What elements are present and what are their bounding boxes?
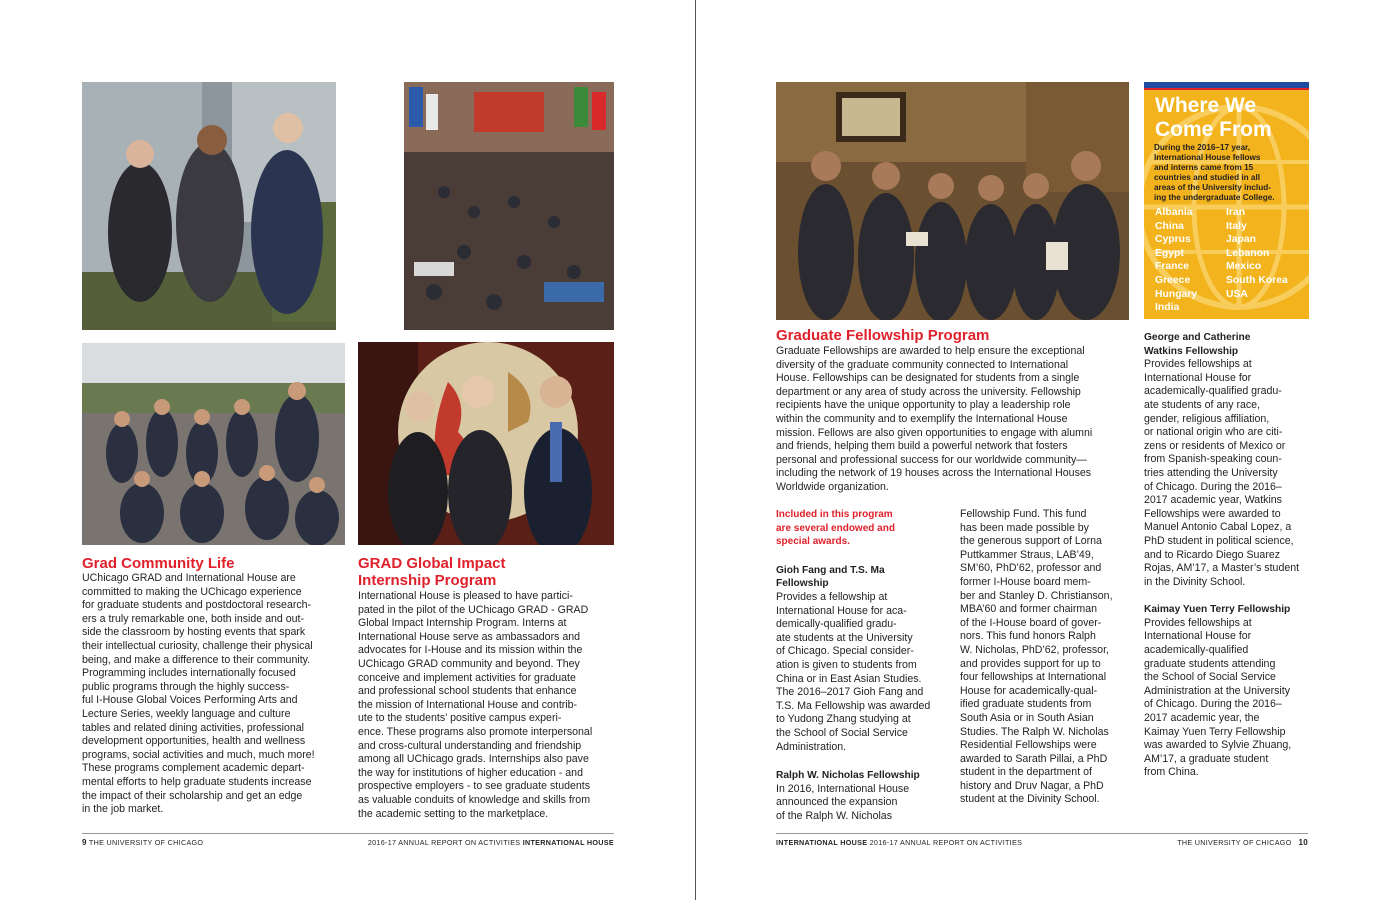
text-line: T.S. Ma Fellowship was awarded xyxy=(776,699,931,712)
text-line: the way for institutions of higher education - and xyxy=(358,766,583,779)
column-c xyxy=(1144,331,1319,780)
text-line: and to Ricardo Diego Suarez xyxy=(1144,548,1281,561)
page-gutter xyxy=(695,0,696,900)
text-line: China or in East Asian Studies. xyxy=(776,672,922,685)
text-line: UChicago GRAD and International House are xyxy=(82,572,296,584)
text-line: W. Nicholas, PhD’62, professor, xyxy=(960,643,1109,656)
text-line: Administration at the University xyxy=(1144,684,1291,697)
right-footer-rule xyxy=(776,833,1308,834)
intro-line: and interns came from 15 xyxy=(1154,163,1254,172)
text-line: In 2016, International House xyxy=(776,782,910,795)
text-line: of the I-House board of gover- xyxy=(960,616,1102,629)
text-line: mental efforts to help graduate students increase xyxy=(82,775,312,788)
country-item: Greece xyxy=(1155,274,1191,286)
event-hall-photo xyxy=(404,82,614,330)
text-line: demically-qualified gradu- xyxy=(776,618,897,631)
gioh-fang-title xyxy=(776,564,956,591)
text-line: Graduate Fellowships are awarded to help ensure the exceptional xyxy=(776,345,1085,357)
text-line: House. Fellowships can be designated for students from a single xyxy=(776,372,1080,385)
right-footer-report: 2016-17 ANNUAL REPORT ON ACTIVITIES xyxy=(867,838,1023,847)
country-column-2 xyxy=(1226,206,1297,315)
text-line: has been made possible by xyxy=(960,521,1089,534)
text-line: tables and related dining activities, professional xyxy=(82,721,305,734)
text-line: from China. xyxy=(1144,766,1199,779)
country-item: Iran xyxy=(1226,207,1246,218)
text-line: Provides fellowships at xyxy=(1144,358,1252,371)
left-footer-right xyxy=(368,838,614,847)
text-line: pated in the pilot of the UChicago GRAD - GRAD xyxy=(358,603,589,616)
kaimay-title: Kaimay Yuen Terry Fellowship xyxy=(1144,604,1291,616)
text-line: the mission of International House and contrib- xyxy=(358,698,578,711)
left-page-number: 9 xyxy=(82,838,87,847)
watkins-body xyxy=(1144,358,1319,589)
text-line: ate students of any race, xyxy=(1144,398,1261,411)
text-line: nors. This fund honors Ralph xyxy=(960,630,1096,643)
text-line: International House for xyxy=(1144,630,1252,643)
country-item: Albania xyxy=(1155,207,1193,218)
text-line: 2017 academic year, the xyxy=(1144,712,1260,725)
grad-global-heading-line1: GRAD Global Impact xyxy=(358,555,506,572)
left-footer-report: 2016-17 ANNUAL REPORT ON ACTIVITIES xyxy=(367,838,521,847)
gioh-fang-body xyxy=(776,591,956,754)
panel-title xyxy=(1144,90,1309,142)
text-line: of Chicago. Special consider- xyxy=(776,645,914,658)
country-item: Italy xyxy=(1226,220,1247,232)
left-footer-ihouse: INTERNATIONAL HOUSE xyxy=(522,838,614,847)
right-footer-ihouse: INTERNATIONAL HOUSE xyxy=(776,838,868,847)
text-line: four fellowships at International xyxy=(960,671,1107,684)
text-line: These programs complement academic depart- xyxy=(82,762,305,775)
title-line: Fellowship xyxy=(776,578,829,590)
text-line: AM’17, a graduate student xyxy=(1144,752,1269,765)
text-line: within the community and to exemplify the International House xyxy=(776,412,1068,425)
text-line: diversity of the graduate community connected to International xyxy=(776,358,1069,371)
text-line: UChicago GRAD community and beyond. They xyxy=(358,657,580,670)
panel-title-line2: Come From xyxy=(1155,118,1272,141)
text-line: Administration. xyxy=(776,740,847,753)
text-line: Provides a fellowship at xyxy=(776,590,888,603)
intro-line: areas of the University includ- xyxy=(1154,183,1271,192)
text-line: Worldwide organization. xyxy=(776,480,889,493)
country-item: South Korea xyxy=(1226,274,1288,286)
intro-line: are several endowed and xyxy=(776,522,895,534)
text-line: Studies. The Ralph W. Nicholas xyxy=(960,725,1109,738)
right-footer-right xyxy=(1177,838,1308,847)
text-line: conceive and implement activities for graduate xyxy=(358,671,576,684)
text-line: advocates for I-House and its mission within the xyxy=(358,644,583,657)
fellows-group-photo xyxy=(776,82,1129,320)
graduate-fellowship-body xyxy=(776,345,1136,495)
ralph-nicholas-body xyxy=(776,783,956,824)
text-line: tries attending the University xyxy=(1144,466,1278,479)
left-footer-rule xyxy=(82,833,614,834)
text-line: Residential Fellowships were xyxy=(960,739,1097,752)
text-line: their intellectual curiosity, challenge their physical xyxy=(82,639,313,652)
text-line: House for academically-qual- xyxy=(960,684,1098,697)
country-item: France xyxy=(1155,261,1190,273)
text-line: Global Impact Internship Program. Interns at xyxy=(358,617,567,630)
text-line: International House for xyxy=(1144,371,1252,384)
endowed-awards-intro xyxy=(776,508,956,549)
text-line: gender, religious affiliation, xyxy=(1144,412,1270,425)
text-line: of Chicago. During the 2016– xyxy=(1144,480,1282,493)
panel-title-line1: Where We xyxy=(1155,94,1257,117)
watkins-title xyxy=(1144,331,1319,358)
text-line: from Spanish-speaking coun- xyxy=(1144,453,1282,466)
text-line: graduate students attending xyxy=(1144,657,1276,670)
text-line: was awarded to Sylvie Zhuang, xyxy=(1144,739,1292,752)
text-line: development opportunities, health and wellness xyxy=(82,735,306,748)
country-item: Cyprus xyxy=(1155,234,1191,246)
left-footer-left xyxy=(82,838,203,847)
title-line: George and Catherine xyxy=(1144,332,1251,343)
intro-line: International House fellows xyxy=(1154,153,1261,162)
text-line: among all UChicago grads. Internships also pave xyxy=(358,753,589,766)
text-line: for graduate students and postdoctoral research- xyxy=(82,599,312,612)
left-footer-university: THE UNIVERSITY OF CHICAGO xyxy=(88,838,204,847)
text-line: department or any area of study across the university. Fellowship xyxy=(776,385,1081,398)
right-footer-left xyxy=(776,838,1022,847)
text-line: committed to making the UChicago experience xyxy=(82,585,302,598)
column-b xyxy=(960,508,1140,807)
grad-global-body xyxy=(358,590,620,821)
intro-line: countries and studied in all xyxy=(1154,173,1260,182)
text-line: the School of Social Service xyxy=(1144,671,1276,684)
text-line: side the classroom by hosting events that spark xyxy=(82,626,306,639)
text-line: awarded to Sarath Pillai, a PhD xyxy=(960,752,1108,765)
text-line: Provides fellowships at xyxy=(1144,616,1252,629)
text-line: International House for aca- xyxy=(776,604,907,617)
graduate-fellowship-heading: Graduate Fellowship Program xyxy=(776,327,990,344)
text-line: student at the Divinity School. xyxy=(960,793,1100,806)
text-line: and professional school students that enhance xyxy=(358,685,577,698)
text-line: PhD student in political science, xyxy=(1144,534,1294,547)
text-line: The 2016–2017 Gioh Fang and xyxy=(776,686,924,699)
text-line: zens or residents of Mexico or xyxy=(1144,439,1286,452)
text-line: ence. These programs also promote interpersonal xyxy=(358,725,593,738)
intro-line: During the 2016–17 year, xyxy=(1154,143,1251,152)
text-line: announced the expansion xyxy=(776,796,898,809)
text-line: International House is pleased to have partici- xyxy=(358,590,573,602)
country-item: USA xyxy=(1226,288,1248,300)
text-line: in the job market. xyxy=(82,803,164,816)
text-line: South Asia or in South Asian xyxy=(960,711,1094,724)
country-item: Hungary xyxy=(1155,288,1198,300)
text-line: and cross-cultural understanding and friendship xyxy=(358,739,582,752)
globe-conversation-photo xyxy=(358,342,614,545)
text-line: as valuable conduits of knowledge and skills from xyxy=(358,793,591,806)
where-we-come-from-panel xyxy=(1144,82,1309,319)
text-line: to Yudong Zhang studying at xyxy=(776,713,911,726)
text-line: ber and Stanley D. Christianson, xyxy=(960,589,1113,602)
column-a xyxy=(776,508,956,823)
grad-community-body xyxy=(82,572,346,817)
country-item: Lebanon xyxy=(1226,247,1270,259)
text-line: being, and make a difference to their community. xyxy=(82,653,311,666)
grad-community-heading: Grad Community Life xyxy=(82,555,235,572)
text-line: Programming includes internationally focused xyxy=(82,667,296,680)
text-line: of Chicago. During the 2016– xyxy=(1144,698,1282,711)
intro-line: ing the undergraduate College. xyxy=(1154,193,1275,202)
text-line: academically-qualified xyxy=(1144,644,1249,657)
text-line: ute to the students’ positive campus experi- xyxy=(358,712,562,725)
text-line: including the network of 19 houses across the International Houses xyxy=(776,467,1092,480)
students-walking-photo xyxy=(82,82,336,330)
text-line: academically-qualified gradu- xyxy=(1144,385,1282,398)
text-line: recipients have the unique opportunity to play a leadership role xyxy=(776,399,1071,412)
country-item: China xyxy=(1155,220,1184,232)
text-line: SM’60, PhD’62, professor and xyxy=(960,562,1102,575)
country-column-1 xyxy=(1155,206,1226,315)
text-line: International House serve as ambassadors and xyxy=(358,630,581,643)
text-line: 2017 academic year, Watkins xyxy=(1144,494,1282,507)
country-item: Japan xyxy=(1226,234,1257,246)
text-line: and provides support for up to xyxy=(960,657,1101,670)
text-line: Fellowship Fund. This fund xyxy=(960,508,1087,520)
text-line: prospective employers - to see graduate students xyxy=(358,780,591,793)
text-line: history and Druv Nagar, a PhD xyxy=(960,779,1104,792)
text-line: the academic setting to the marketplace. xyxy=(358,807,549,820)
grad-global-heading-line2: Internship Program xyxy=(358,572,497,589)
kaimay-body xyxy=(1144,617,1319,780)
text-line: the impact of their scholarship and get an edge xyxy=(82,789,303,802)
text-line: public programs through the highly success- xyxy=(82,680,290,693)
text-line: personal and professional success for our worldwide community— xyxy=(776,453,1087,466)
text-line: in the Divinity School. xyxy=(1144,575,1246,588)
text-line: ation is given to students from xyxy=(776,658,917,671)
right-footer-university: THE UNIVERSITY OF CHICAGO xyxy=(1177,838,1292,847)
intro-line: special awards. xyxy=(776,536,850,548)
right-page-number: 10 xyxy=(1298,838,1308,847)
title-line: Gioh Fang and T.S. Ma xyxy=(776,564,885,576)
text-line: programs, social activities and much, much more! xyxy=(82,748,315,761)
intro-line: Included in this program xyxy=(776,509,893,520)
grad-global-heading xyxy=(358,555,506,589)
country-item: Mexico xyxy=(1226,261,1262,273)
title-line: Watkins Fellowship xyxy=(1144,345,1239,357)
text-line: Lecture Series, weekly language and culture xyxy=(82,707,291,720)
country-item: India xyxy=(1155,302,1180,314)
text-line: the generous support of Lorna xyxy=(960,535,1102,548)
panel-intro xyxy=(1144,142,1309,203)
text-line: ful I-House Global Voices Performing Arts and xyxy=(82,694,298,707)
text-line: the School of Social Service xyxy=(776,726,908,739)
text-line: student in the department of xyxy=(960,766,1092,779)
text-line: Kaimay Yuen Terry Fellowship xyxy=(1144,725,1286,738)
country-list xyxy=(1144,203,1309,315)
country-item: Egypt xyxy=(1155,247,1184,259)
text-line: Manuel Antonio Cabal Lopez, a xyxy=(1144,521,1292,534)
text-line: Rojas, AM’17, a Master’s student xyxy=(1144,562,1300,575)
text-line: MBA’60 and former chairman xyxy=(960,603,1097,616)
stadium-group-photo xyxy=(82,343,345,545)
text-line: ate students at the University xyxy=(776,631,913,644)
text-line: or national origin who are citi- xyxy=(1144,426,1283,439)
text-line: and friends, helping them build a powerful network that fosters xyxy=(776,440,1068,453)
text-line: ers a truly remarkable one, both inside and out- xyxy=(82,612,305,625)
ralph-nicholas-title: Ralph W. Nicholas Fellowship xyxy=(776,770,920,782)
text-line: Fellowships were awarded to xyxy=(1144,507,1281,520)
text-line: former I-House board mem- xyxy=(960,575,1091,588)
text-line: Puttkammer Straus, LAB’49, xyxy=(960,548,1094,561)
text-line: of the Ralph W. Nicholas xyxy=(776,809,892,822)
text-line: mission. Fellows are also given opportunities to engage with alumni xyxy=(776,426,1093,439)
text-line: ified graduate students from xyxy=(960,698,1092,711)
